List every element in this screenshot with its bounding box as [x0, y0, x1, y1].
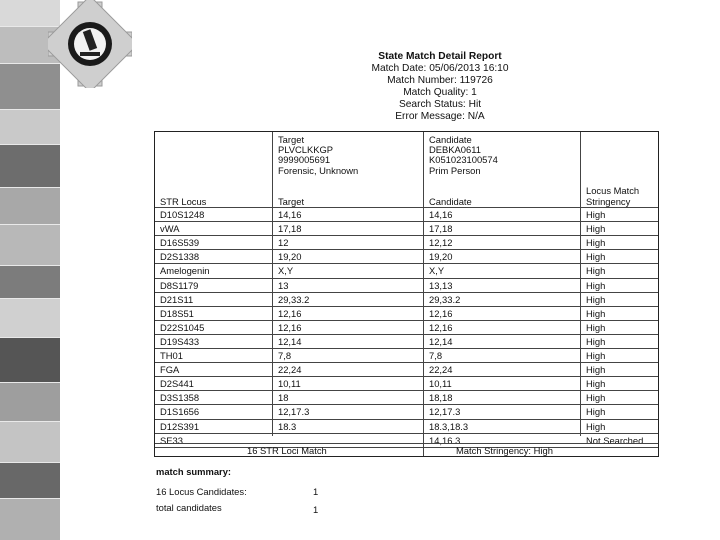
target-header-line: PLVCLKKGP: [278, 144, 334, 156]
match-quality: Match Quality: 1: [403, 87, 477, 99]
photo-tile: [0, 299, 60, 337]
cell-locus: D2S441: [160, 378, 194, 390]
cell-target: 12,14: [278, 335, 302, 347]
cell-stringency: High: [586, 350, 606, 361]
cell-candidate: X,Y: [429, 265, 445, 277]
grid-line: [155, 433, 658, 434]
cell-target: 12,16: [278, 321, 302, 333]
cell-candidate: 17,18: [429, 223, 453, 235]
cell-locus: D22S1045: [160, 321, 205, 333]
photo-tile: [0, 499, 60, 540]
target-header: [278, 135, 358, 176]
grid-line: [155, 404, 658, 405]
cell-candidate: 10,11: [429, 378, 452, 390]
report-title: State Match Detail Report: [378, 51, 502, 62]
target-header-line: Forensic, Unknown: [278, 164, 359, 176]
cell-stringency: High: [586, 378, 606, 390]
cell-candidate: 12,14: [429, 335, 453, 347]
cell-locus: D8S1179: [160, 279, 199, 291]
photo-tile: [0, 225, 60, 265]
target-header-line: 9999005691: [278, 154, 331, 166]
cell-locus: D10S1248: [160, 209, 205, 220]
cell-stringency: High: [586, 392, 606, 404]
photo-tile: [0, 188, 60, 224]
photo-tile: [0, 110, 60, 144]
photo-tile: [0, 266, 60, 298]
target-header-line: Target: [278, 134, 305, 145]
report-header: [300, 51, 580, 124]
cell-candidate: 18.3,18.3: [429, 420, 469, 432]
candidate-header-line: Prim Person: [429, 164, 481, 176]
match-number: Match Number: 119726: [387, 75, 493, 87]
grid-line: [155, 443, 658, 444]
match-stringency: Match Stringency: High: [456, 445, 553, 456]
candidate-header-line: K051023100574: [429, 154, 498, 166]
cell-locus: D18S51: [160, 307, 194, 319]
column-header-locus: STR Locus: [160, 196, 207, 207]
photo-tile: [0, 338, 60, 382]
grid-line: [155, 447, 658, 448]
grid-line: [155, 348, 658, 349]
cell-candidate: 19,20: [429, 251, 453, 263]
cell-candidate: 12,17.3: [429, 406, 461, 418]
summary-value: 1: [313, 504, 319, 515]
cell-locus: vWA: [160, 223, 180, 235]
cell-stringency: High: [586, 307, 606, 319]
cell-locus: D2S1338: [160, 251, 200, 263]
cell-target: 7,8: [278, 350, 292, 361]
cell-target: 14,16: [278, 209, 302, 220]
grid-line: [155, 362, 658, 363]
cell-stringency: High: [586, 251, 606, 263]
forensic-emblem-icon: [48, 0, 132, 88]
cell-candidate: 7,8: [429, 350, 443, 361]
cell-target: 13: [278, 279, 289, 291]
cell-stringency: High: [586, 279, 606, 291]
candidate-header: [429, 135, 498, 176]
loci-match-count: 16 STR Loci Match: [247, 445, 327, 456]
photo-tile: [0, 422, 60, 462]
summary-heading: match summary:: [156, 466, 232, 477]
photo-tile: [0, 145, 60, 187]
cell-stringency: High: [586, 265, 606, 277]
cell-target: 19,20: [278, 251, 302, 263]
column-header-candidate: Candidate: [429, 196, 472, 207]
grid-line: [155, 278, 658, 279]
grid-line: [155, 249, 658, 250]
cell-locus: TH01: [160, 350, 183, 361]
cell-target: 10,11: [278, 378, 301, 390]
grid-line: [155, 390, 658, 391]
summary-value: 1: [313, 486, 319, 497]
grid-line: [155, 320, 658, 321]
cell-locus: SE33: [160, 434, 183, 446]
cell-locus: D3S1358: [160, 392, 200, 404]
candidate-header-line: Candidate: [429, 134, 472, 145]
match-date: Match Date: 05/06/2013 16:10: [371, 63, 509, 75]
cell-candidate: 29,33.2: [429, 293, 461, 305]
search-status: Search Status: Hit: [398, 99, 482, 111]
cell-candidate: 14,16: [429, 209, 453, 220]
cell-candidate: 22,24: [429, 364, 453, 376]
cell-stringency: High: [586, 293, 606, 305]
cell-locus: FGA: [160, 364, 180, 376]
cell-target: 22,24: [278, 364, 302, 376]
grid-line: [155, 334, 658, 335]
cell-target: 12,16: [278, 307, 302, 319]
cell-locus: D1S1656: [160, 406, 200, 418]
cell-target: 18: [278, 392, 289, 404]
cell-stringency: High: [586, 406, 606, 418]
cell-stringency: High: [586, 420, 606, 432]
cell-candidate: 12,12: [429, 237, 453, 249]
cell-candidate: 18,18: [429, 392, 453, 404]
grid-line: [155, 376, 658, 377]
cell-target: 12: [278, 237, 289, 249]
cell-stringency: High: [586, 321, 606, 333]
photo-tile: [0, 463, 60, 498]
grid-line: [155, 263, 658, 264]
cell-stringency: High: [586, 364, 606, 376]
column-header-stringency: Locus Match Stringency: [586, 185, 640, 207]
cell-locus: D21S11: [160, 293, 194, 305]
column-header-target: Target: [278, 196, 305, 207]
cell-stringency: Not Searched: [586, 434, 644, 446]
cell-target: 18.3: [278, 420, 297, 432]
cell-locus: D19S433: [160, 335, 200, 347]
grid-line: [155, 419, 658, 420]
cell-candidate: 13,13: [429, 279, 453, 291]
grid-line: [155, 221, 658, 222]
cell-locus: D12S391: [160, 420, 200, 432]
grid-line: [155, 235, 658, 236]
cell-stringency: High: [586, 237, 606, 249]
cell-target: 12,17.3: [278, 406, 310, 418]
cell-locus: D16S539: [160, 237, 200, 249]
cell-target: 17,18: [278, 223, 302, 235]
grid-line: [423, 132, 424, 456]
cell-target: 29,33.2: [278, 293, 310, 305]
str-match-table: [154, 131, 659, 457]
cell-candidate: 12,16: [429, 321, 453, 333]
cell-locus: Amelogenin: [160, 265, 210, 277]
cell-stringency: High: [586, 335, 606, 347]
photo-tile: [0, 383, 60, 421]
cell-stringency: High: [586, 209, 606, 220]
grid-line: [155, 306, 658, 307]
grid-line: [155, 207, 658, 208]
cell-target: X,Y: [278, 265, 294, 277]
summary-label: 16 Locus Candidates:: [156, 486, 247, 497]
cell-candidate: 14,16.3: [429, 434, 461, 446]
summary-label: total candidates: [156, 502, 222, 513]
cell-candidate: 12,16: [429, 307, 453, 319]
cell-stringency: High: [586, 223, 606, 235]
grid-line: [155, 292, 658, 293]
candidate-header-line: DEBKA0611: [429, 144, 481, 156]
error-message: Error Message: N/A: [395, 111, 485, 123]
